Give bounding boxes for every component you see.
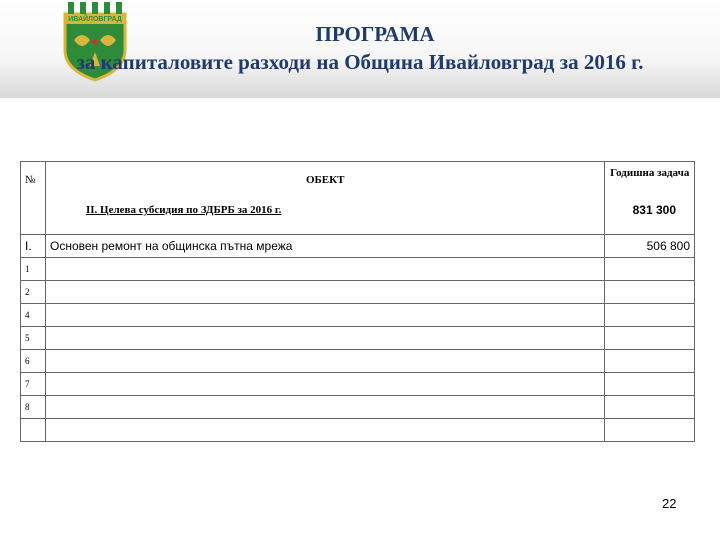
row-object <box>46 350 605 373</box>
table-row <box>21 327 695 350</box>
row-number: 1 <box>21 258 46 281</box>
page-number: 22 <box>662 496 677 511</box>
table-row <box>21 258 695 281</box>
table-row <box>21 350 695 373</box>
row-number <box>21 419 46 442</box>
row-value <box>605 304 695 327</box>
row-number: 8 <box>21 396 46 419</box>
row-value <box>605 350 695 373</box>
subsidy-value: 831 300 <box>632 203 676 217</box>
subsidy-label: II. Целева субсидия по ЗДБРБ за 2016 г. <box>86 204 282 216</box>
row-object: Основен ремонт на общинска пътна мрежа <box>46 235 605 258</box>
program-table <box>20 161 695 442</box>
row-number: 2 <box>21 281 46 304</box>
table-row <box>21 419 695 442</box>
col-object-label: ОБЕКТ <box>305 174 345 186</box>
row-object <box>46 304 605 327</box>
table-row <box>21 373 695 396</box>
row-object <box>46 281 605 304</box>
row-number: 5 <box>21 327 46 350</box>
row-value <box>605 396 695 419</box>
crest-text: ИВАЙЛОВГРАД <box>68 16 122 23</box>
row-object <box>46 419 605 442</box>
table-header-row <box>21 162 695 235</box>
row-object <box>46 373 605 396</box>
row-object <box>46 396 605 419</box>
col-annual-label: Годишна задача <box>610 167 690 179</box>
table-row <box>21 235 695 258</box>
row-value <box>605 258 695 281</box>
row-value <box>605 281 695 304</box>
col-number-header: № <box>21 162 46 235</box>
row-value <box>605 419 695 442</box>
col-annual-header <box>605 162 695 235</box>
table-row <box>21 281 695 304</box>
row-number: 4 <box>21 304 46 327</box>
col-object-header <box>46 162 605 235</box>
row-value <box>605 327 695 350</box>
page-title: ПРОГРАМА <box>315 22 435 46</box>
row-value <box>605 373 695 396</box>
row-value: 506 800 <box>605 235 695 258</box>
row-object <box>46 327 605 350</box>
row-number: 6 <box>21 350 46 373</box>
row-number: 7 <box>21 373 46 396</box>
table-row <box>21 304 695 327</box>
page-subtitle: за капиталовите разходи на Община Ивайловград за 2016 г. <box>76 50 644 74</box>
table-row <box>21 396 695 419</box>
row-number: I. <box>21 235 46 258</box>
row-object <box>46 258 605 281</box>
